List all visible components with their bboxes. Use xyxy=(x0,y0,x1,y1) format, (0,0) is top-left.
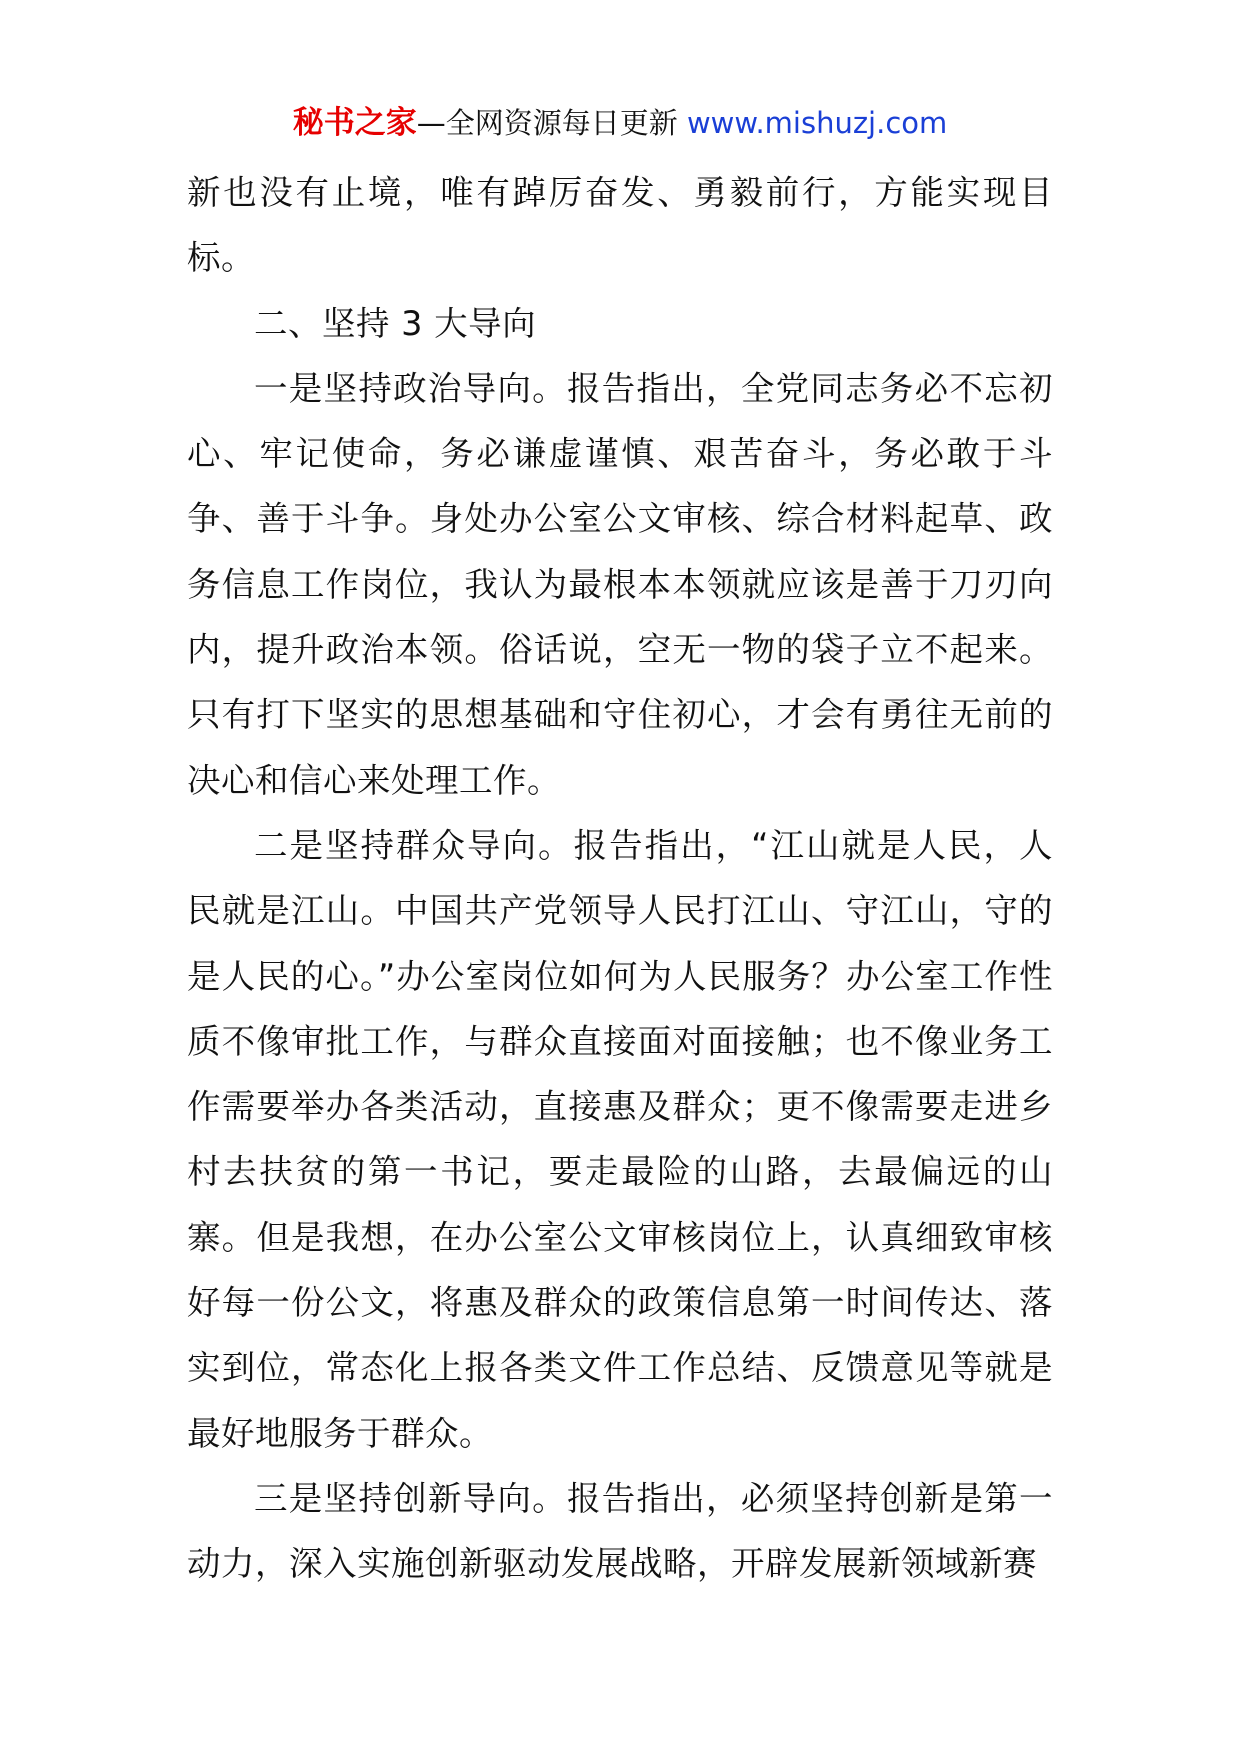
header-tagline: —全网资源每日更新 xyxy=(416,106,678,140)
site-link[interactable]: www.mishuzj.com xyxy=(686,106,948,140)
brand-name: 秘书之家 xyxy=(292,105,417,141)
paragraph-political: 一是坚持政治导向。报告指出，全党同志务必不忘初心、牢记使命，务必谦虚谨慎、艰苦奋斗，务必敢于斗争、善于斗争。身处办公室公文审核、综合材料起草、政务信息工作岗位，我认为最根本本领就应该是善于刀刃向内，提升政治本领。俗话说，空无一物的袋子立不起来。只有打下坚实的思想基础和守住初心，才会有勇往无前的决心和信心来处理工作。 xyxy=(187,368,1053,800)
paragraph-continuation: 新也没有止境，唯有踔厉奋发、勇毅前行，方能实现目标。 xyxy=(187,173,1053,278)
document-body xyxy=(187,160,1053,1597)
paragraph-masses: 二是坚持群众导向。报告指出，“江山就是人民，人民就是江山。中国共产党领导人民打江山、守江山，守的是人民的心。”办公室岗位如何为人民服务？办公室工作性质不像审批工作，与群众直接面对面接触；也不像业务工作需要举办各类活动，直接惠及群众；更不像需要走进乡村去扶贫的第一书记，要走最险的山路，去最偏远的山寨。但是我想，在办公室公文审核岗位上，认真细致审核好每一份公文，将惠及群众的政策信息第一时间传达、落实到位，常态化上报各类文件工作总结、反馈意见等就是最好地服务于群众。 xyxy=(187,825,1053,1453)
paragraph-innovation: 三是坚持创新导向。报告指出，必须坚持创新是第一动力，深入实施创新驱动发展战略，开辟发展新领域新赛 xyxy=(187,1478,1053,1584)
section-heading: 二、坚持 3 大导向 xyxy=(254,303,537,343)
page-header xyxy=(0,103,1240,143)
